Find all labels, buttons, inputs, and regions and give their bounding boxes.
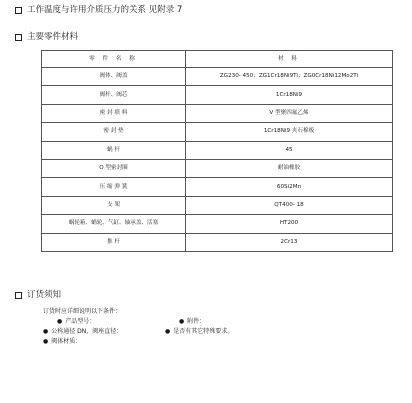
- table-row: [42, 86, 393, 104]
- section-order-notes: [15, 290, 61, 301]
- material-cell: 1Cr18Ni9 夹石棉板: [186, 123, 393, 141]
- section-title-text: 工作温度与许用介质压力的关系 见附录 7: [27, 5, 183, 15]
- material-cell: 耐油橡胶: [186, 159, 393, 177]
- body-material-label: 阀体材质：: [51, 338, 82, 345]
- accessory-label: 附件：: [187, 318, 206, 325]
- checkbox-square-icon: [15, 34, 22, 41]
- part-name-cell: 密 封 垫: [42, 123, 186, 141]
- part-name-cell: 支 架: [42, 196, 186, 214]
- material-cell: 60Si2Mn: [186, 178, 393, 196]
- section-main-materials: [15, 32, 78, 43]
- table-row: [42, 215, 393, 233]
- product-model-label: 产品型号：: [65, 318, 96, 325]
- table-row: [42, 104, 393, 122]
- material-cell: 45: [186, 141, 393, 159]
- part-name-cell: 蜗 杆: [42, 141, 186, 159]
- part-name-cell: 阀体、阀盖: [42, 68, 186, 86]
- header-material: 材 料: [186, 51, 393, 68]
- table-row: [42, 141, 393, 159]
- section-title-text: 订货须知: [27, 290, 62, 300]
- part-name-cell: 推 杆: [42, 233, 186, 251]
- nominal-diameter-label: 公称通径 DN、阀座直径：: [51, 328, 123, 335]
- order-notes-row: [43, 327, 233, 337]
- order-notes: [43, 307, 233, 347]
- bullet-icon: ●: [179, 318, 185, 325]
- table-row: [42, 159, 393, 177]
- order-notes-intro: 订货时应详细说明以下条件：: [43, 308, 122, 315]
- note-item: [43, 327, 165, 337]
- bullet-icon: ●: [165, 328, 171, 335]
- bullet-icon: ●: [43, 328, 49, 335]
- section-title-text: 主要零件材料: [27, 32, 79, 42]
- header-part-name: 零 件 名 称: [42, 51, 186, 68]
- material-cell: QT400- 18: [186, 196, 393, 214]
- order-notes-row: [43, 317, 233, 327]
- bullet-icon: ●: [57, 318, 63, 325]
- table-row: [42, 196, 393, 214]
- table-header-row: [42, 51, 393, 68]
- note-item: [43, 337, 165, 347]
- material-cell: V 型聚四氟乙烯: [186, 104, 393, 122]
- note-item: [165, 327, 233, 337]
- material-cell: 2Cr13: [186, 233, 393, 251]
- note-item: [179, 317, 205, 327]
- part-name-cell: 密 封 填 料: [42, 104, 186, 122]
- part-name-cell: 压 缩 弹 簧: [42, 178, 186, 196]
- bullet-icon: ●: [43, 338, 49, 345]
- checkbox-square-icon: [15, 7, 22, 14]
- part-name-cell: 蜗轮箱、蜗轮、气缸、轴承盖、活塞: [42, 215, 186, 233]
- material-cell: 1Cr18Ni9: [186, 86, 393, 104]
- material-cell: HT200: [186, 215, 393, 233]
- materials-table: [41, 50, 393, 252]
- checkbox-square-icon: [15, 292, 22, 299]
- material-cell: ZG230- 450；ZG1Cr18Ni9Ti；ZG0Cr18Ni12Mo2Ti: [186, 68, 393, 86]
- special-requirements-label: 是否有其它特殊要求。: [173, 328, 234, 335]
- table-row: [42, 123, 393, 141]
- table-row: [42, 178, 393, 196]
- order-notes-row: [43, 337, 233, 347]
- table-row: [42, 233, 393, 251]
- part-name-cell: O 型密封圈: [42, 159, 186, 177]
- note-item: [43, 317, 179, 327]
- part-name-cell: 阀杆、阀芯: [42, 86, 186, 104]
- table-row: [42, 68, 393, 86]
- section-working-conditions: [15, 5, 182, 16]
